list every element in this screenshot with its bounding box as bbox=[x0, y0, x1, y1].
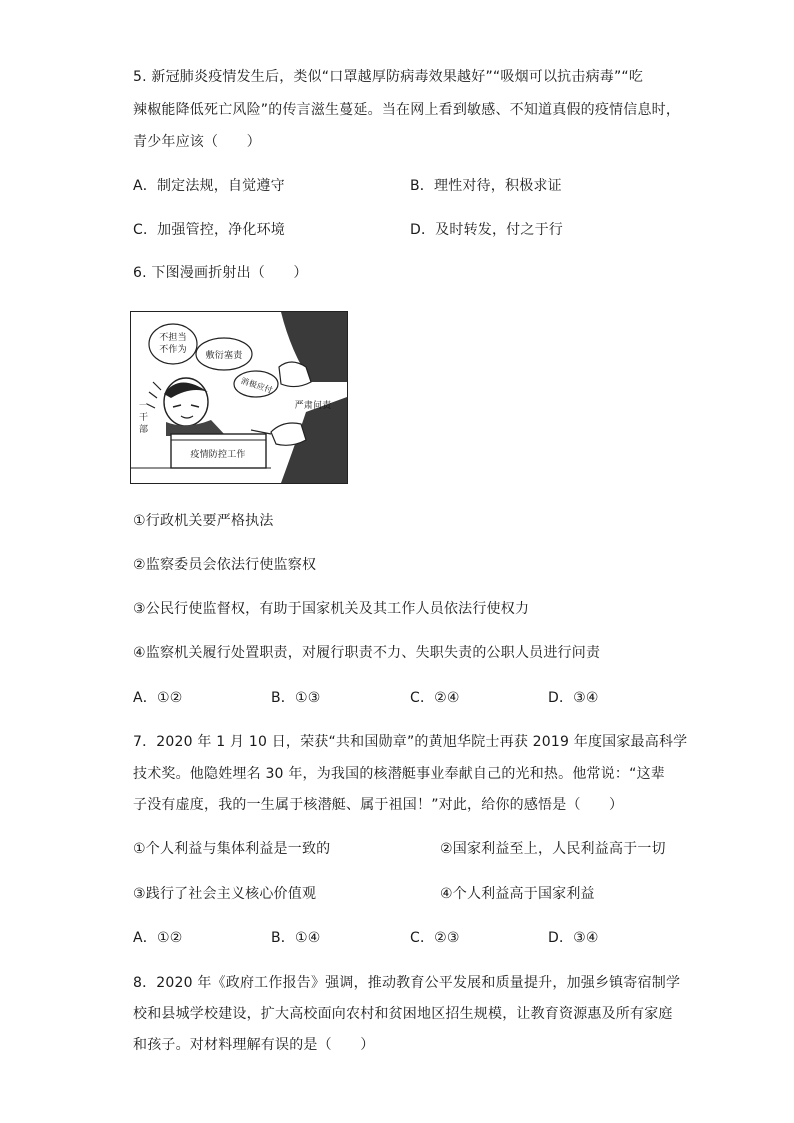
q6-option-d: D．③④ bbox=[548, 690, 599, 706]
q7-option-c: C．②③ bbox=[410, 930, 460, 946]
q8-stem-line3: 和孩子。对材料理解有误的是（ ） bbox=[133, 1037, 375, 1053]
q6-item-1: ①行政机关要严格执法 bbox=[133, 513, 274, 529]
q6-stem: 6. 下图漫画折射出（ ） bbox=[133, 265, 308, 281]
q5-stem-line1: 5. 新冠肺炎疫情发生后，类似“口罩越厚防病毒效果越好”“吸烟可以抗击病毒”“吃 bbox=[133, 69, 644, 85]
q5-option-a: A．制定法规，自觉遵守 bbox=[133, 178, 285, 194]
cartoon-right-label: 严肃问责 bbox=[294, 401, 332, 411]
q7-option-a: A．①② bbox=[133, 930, 183, 946]
cartoon-side-label-1: 一 bbox=[139, 401, 149, 411]
q6-item-4: ④监察机关履行处置职责，对履行职责不力、失职失责的公职人员进行问责 bbox=[133, 645, 601, 661]
cartoon-side-label-2: 干 bbox=[139, 413, 149, 423]
cartoon-bubble1b-text: 不作为 bbox=[159, 345, 187, 355]
q6-option-c: C．②④ bbox=[410, 690, 460, 706]
cartoon-bubble1-text: 不担当 bbox=[159, 333, 187, 343]
q7-option-d: D．③④ bbox=[548, 930, 599, 946]
q7-item-1: ①个人利益与集体利益是一致的 bbox=[133, 841, 331, 857]
q7-stem-line3: 子没有虚度，我的一生属于核潜艇、属于祖国！”对此，给你的感悟是（ ） bbox=[133, 797, 624, 813]
q7-item-4: ④个人利益高于国家利益 bbox=[440, 886, 595, 902]
q6-option-b: B．①③ bbox=[271, 690, 321, 706]
q8-stem-line1: 8．2020 年《政府工作报告》强调，推动教育公平发展和质量提升，加强乡镇寄宿制学 bbox=[133, 975, 681, 991]
q6-item-2: ②监察委员会依法行使监察权 bbox=[133, 557, 317, 573]
q7-stem-line1: 7．2020 年 1 月 10 日，荣获“共和国勋章”的黄旭华院士再获 2019 年度国家最高科学 bbox=[133, 734, 688, 750]
q8-stem-line2: 校和县城学校建设，扩大高校面向农村和贫困地区招生规模，让教育资源惠及所有家庭 bbox=[133, 1006, 673, 1022]
q7-stem-line2: 技术奖。他隐姓埋名 30 年，为我国的核潜艇事业奉献自己的光和热。他常说：“这辈 bbox=[133, 766, 665, 782]
cartoon-bubble3-text: 消极应付 bbox=[239, 376, 274, 395]
q5-option-d: D．及时转发，付之于行 bbox=[410, 222, 563, 238]
q7-option-b: B．①④ bbox=[271, 930, 321, 946]
cartoon-desk-label: 疫情防控工作 bbox=[190, 450, 246, 460]
q6-cartoon bbox=[130, 311, 348, 484]
q5-stem-line3: 青少年应该（ ） bbox=[133, 134, 261, 150]
q6-item-3: ③公民行使监督权，有助于国家机关及其工作人员依法行使权力 bbox=[133, 601, 530, 617]
q7-item-2: ②国家利益至上，人民利益高于一切 bbox=[440, 841, 666, 857]
q5-option-b: B．理性对待，积极求证 bbox=[410, 178, 562, 194]
cartoon-side-label-3: 部 bbox=[139, 425, 149, 435]
q7-item-3: ③践行了社会主义核心价值观 bbox=[133, 886, 317, 902]
q5-stem-line2: 辣椒能降低死亡风险”的传言滋生蔓延。当在网上看到敏感、不知道真假的疫情信息时， bbox=[133, 102, 681, 118]
q5-option-c: C．加强管控，净化环境 bbox=[133, 222, 285, 238]
q6-option-a: A．①② bbox=[133, 690, 183, 706]
cartoon-bubble2-text: 敷衍塞责 bbox=[205, 351, 243, 361]
